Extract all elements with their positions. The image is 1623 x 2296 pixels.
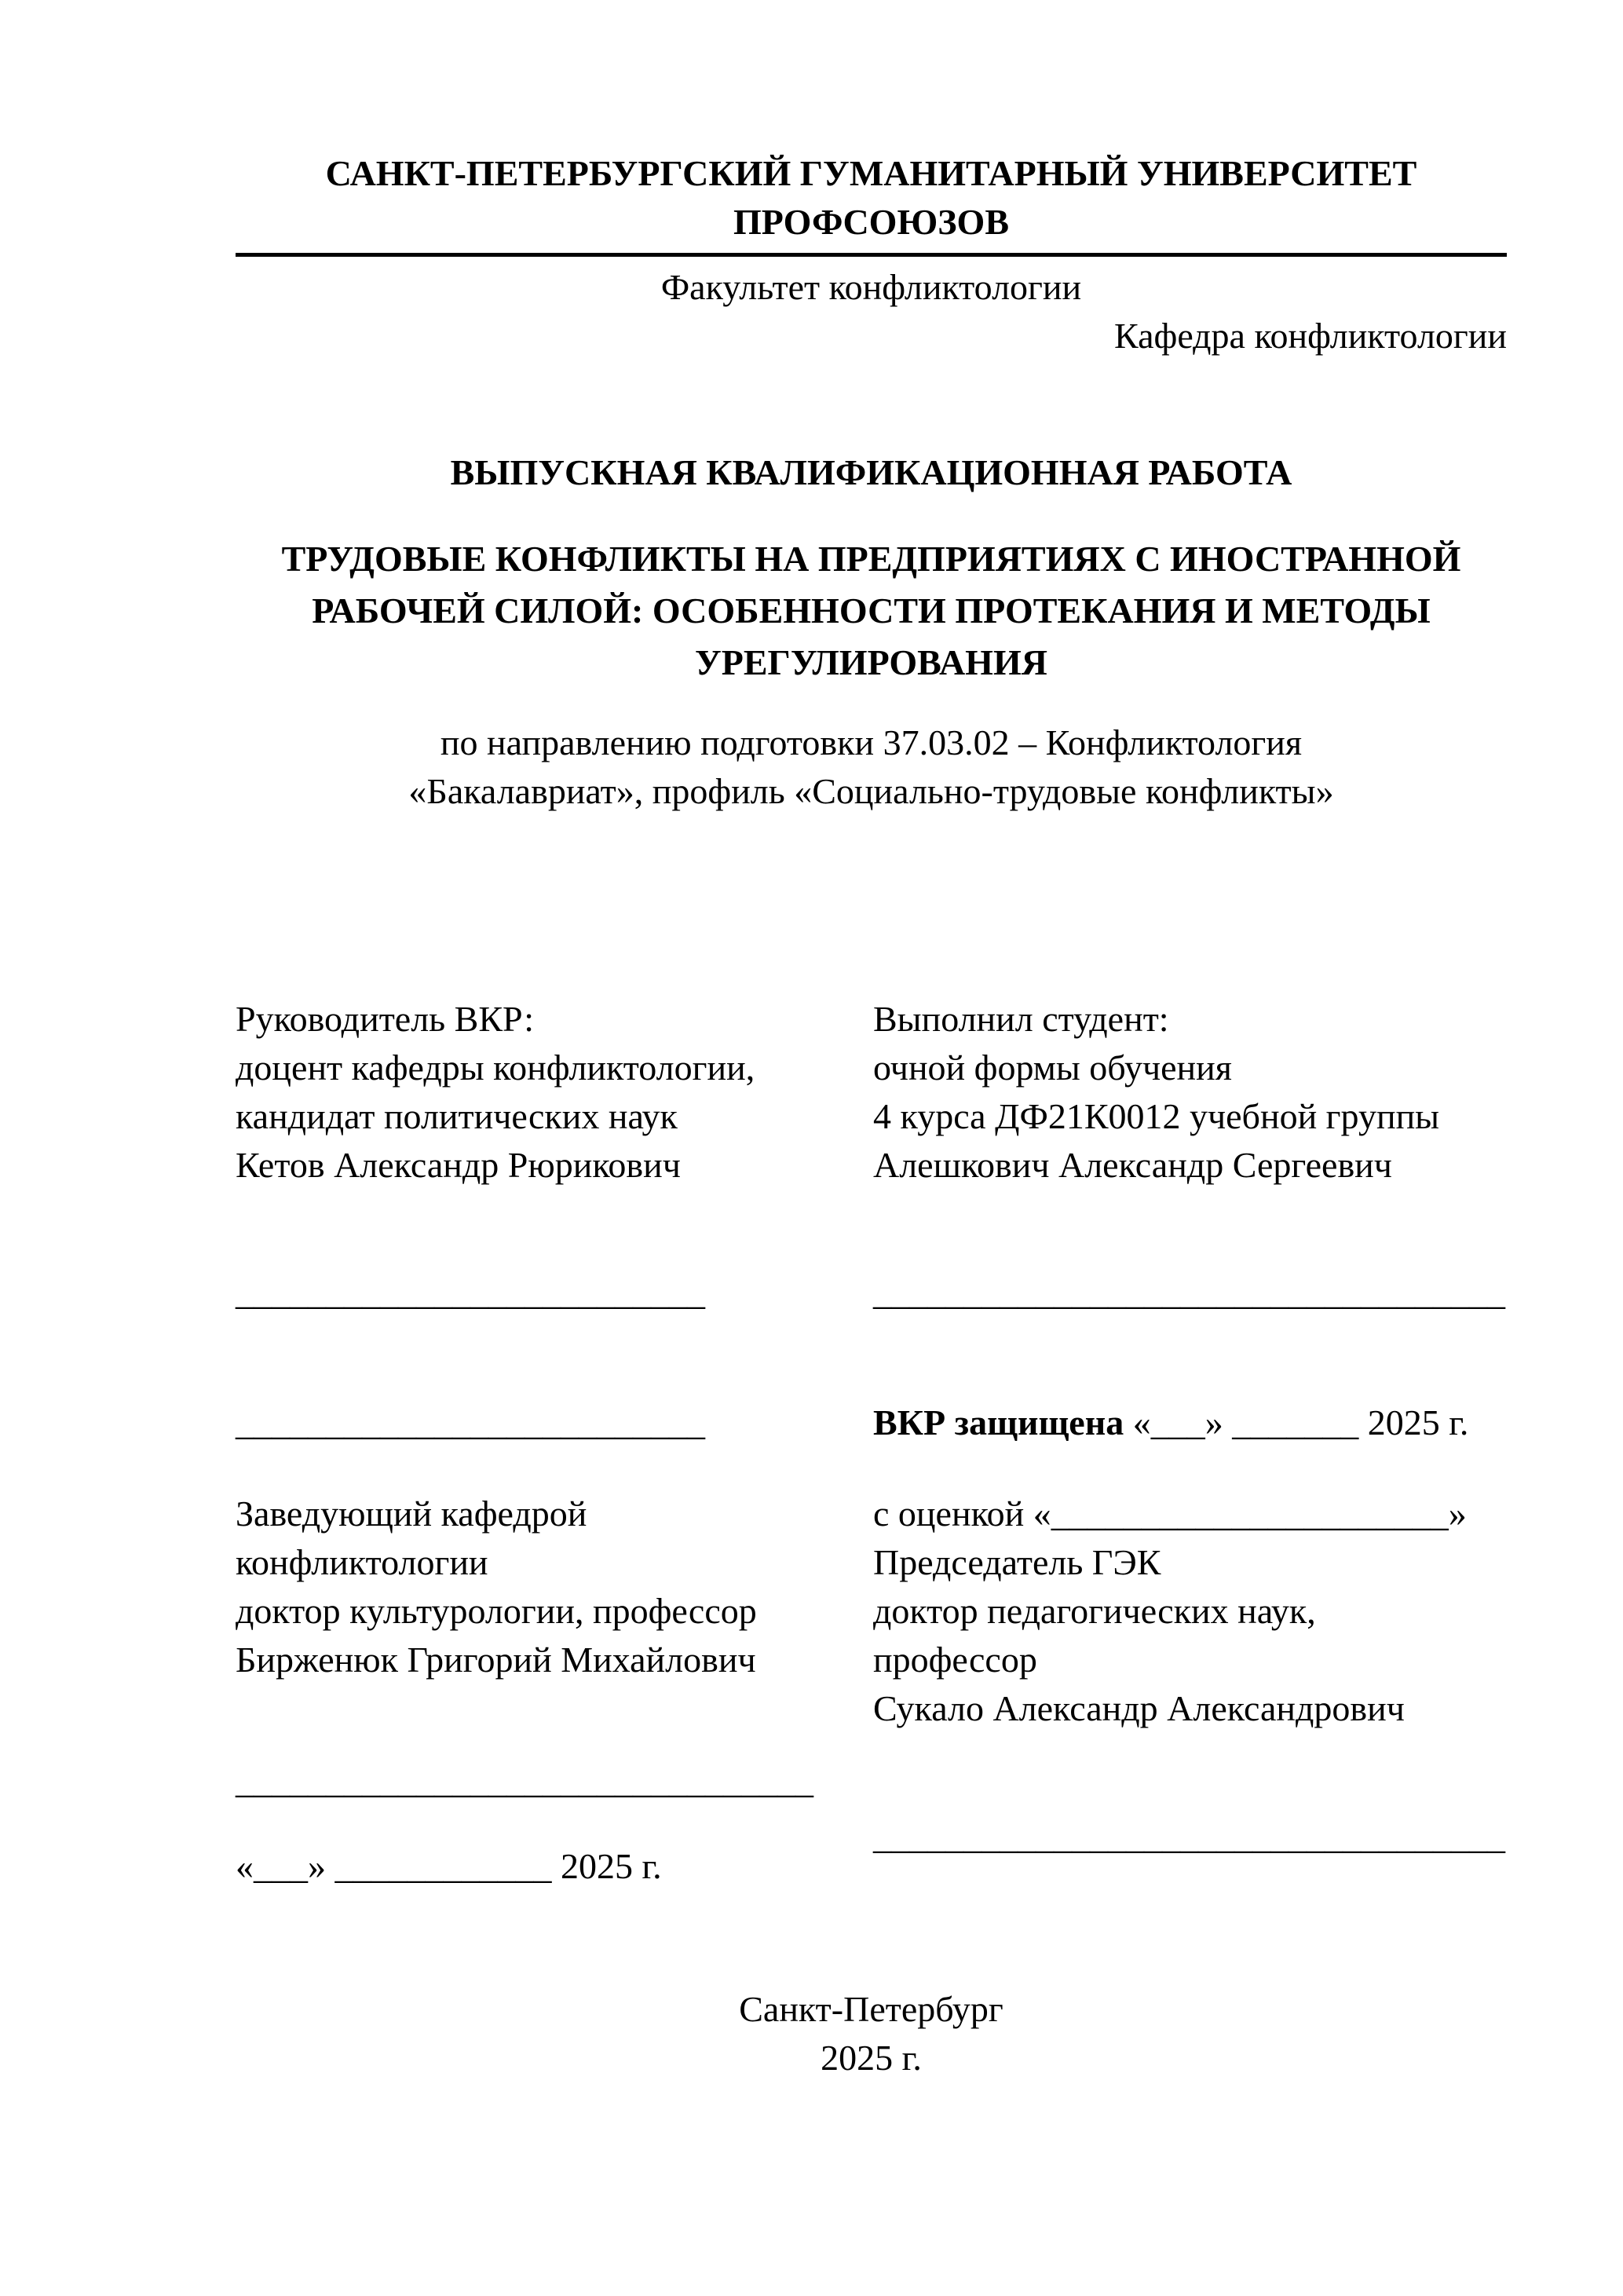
supervisor-signature-line: __________________________ (236, 1272, 705, 1312)
student-signature-line: ___________________________________ (873, 1272, 1505, 1312)
student-study-form: очной формы обучения (873, 1047, 1232, 1088)
head-name: Бирженюк Григорий Михайлович (236, 1640, 756, 1680)
program-direction: по направлению подготовки 37.03.02 – Конфликтология (440, 722, 1303, 762)
program-profile: «Бакалавриат», профиль «Социально-трудовые конфликты» (408, 771, 1334, 811)
department-head-block (236, 1490, 873, 1684)
head-label-1: Заведующий кафедрой (236, 1493, 587, 1534)
footer-city: Санкт-Петербург (739, 1989, 1003, 2029)
student-group: 4 курса ДФ21К0012 учебной группы (873, 1096, 1440, 1136)
defended-date-blank: «___» _______ 2025 г. (1124, 1402, 1469, 1442)
signature-columns (236, 995, 1507, 1891)
department-name: Кафедра конфликтологии (1114, 316, 1507, 356)
thesis-title: ТРУДОВЫЕ КОНФЛИКТЫ НА ПРЕДПРИЯТИЯХ С ИНОСТРАННОЙ РАБОЧЕЙ СИЛОЙ: ОСОБЕННОСТИ ПРОТЕКАНИЯ И МЕТОДЫ УРЕГУЛИРОВАНИЯ (281, 539, 1461, 682)
program-info (236, 718, 1507, 816)
chairman-position-1: доктор педагогических наук, (873, 1591, 1316, 1631)
chairman-label: Председатель ГЭК (873, 1542, 1161, 1582)
defended-label: ВКР защищена (873, 1402, 1124, 1442)
supervisor-column (236, 995, 873, 1891)
supervisor-label: Руководитель ВКР: (236, 999, 535, 1039)
head-signature-line: ________________________________ (236, 1760, 813, 1801)
faculty-name: Факультет конфликтологии (660, 267, 1082, 307)
student-label: Выполнил студент: (873, 999, 1169, 1039)
chairman-signature-line: ___________________________________ (873, 1816, 1505, 1856)
defense-date-line (873, 1398, 1507, 1447)
chairman-name: Сукало Александр Александрович (873, 1688, 1405, 1728)
grade-line: с оценкой «______________________» (873, 1493, 1467, 1534)
work-type-heading: ВЫПУСКНАЯ КВАЛИФИКАЦИОННАЯ РАБОТА (450, 452, 1292, 492)
supervisor-position-1: доцент кафедры конфликтологии, (236, 1047, 755, 1088)
footer-year: 2025 г. (821, 2038, 922, 2078)
committee-block (873, 1490, 1507, 1733)
footer (236, 1985, 1507, 2082)
head-position: доктор культурологии, профессор (236, 1591, 757, 1631)
head-label-2: конфликтологии (236, 1542, 488, 1582)
second-signature-line: __________________________ (236, 1402, 705, 1442)
supervisor-name: Кетов Александр Рюрикович (236, 1145, 681, 1185)
supervisor-position-2: кандидат политических наук (236, 1096, 678, 1136)
university-name: САНКТ-ПЕТЕРБУРГСКИЙ ГУМАНИТАРНЫЙ УНИВЕРСИТЕТ ПРОФСОЮЗОВ (236, 149, 1507, 257)
head-date-line: «___» ____________ 2025 г. (236, 1846, 662, 1886)
chairman-position-2: профессор (873, 1640, 1037, 1680)
student-name: Алешкович Александр Сергеевич (873, 1145, 1392, 1185)
student-column (873, 995, 1507, 1891)
